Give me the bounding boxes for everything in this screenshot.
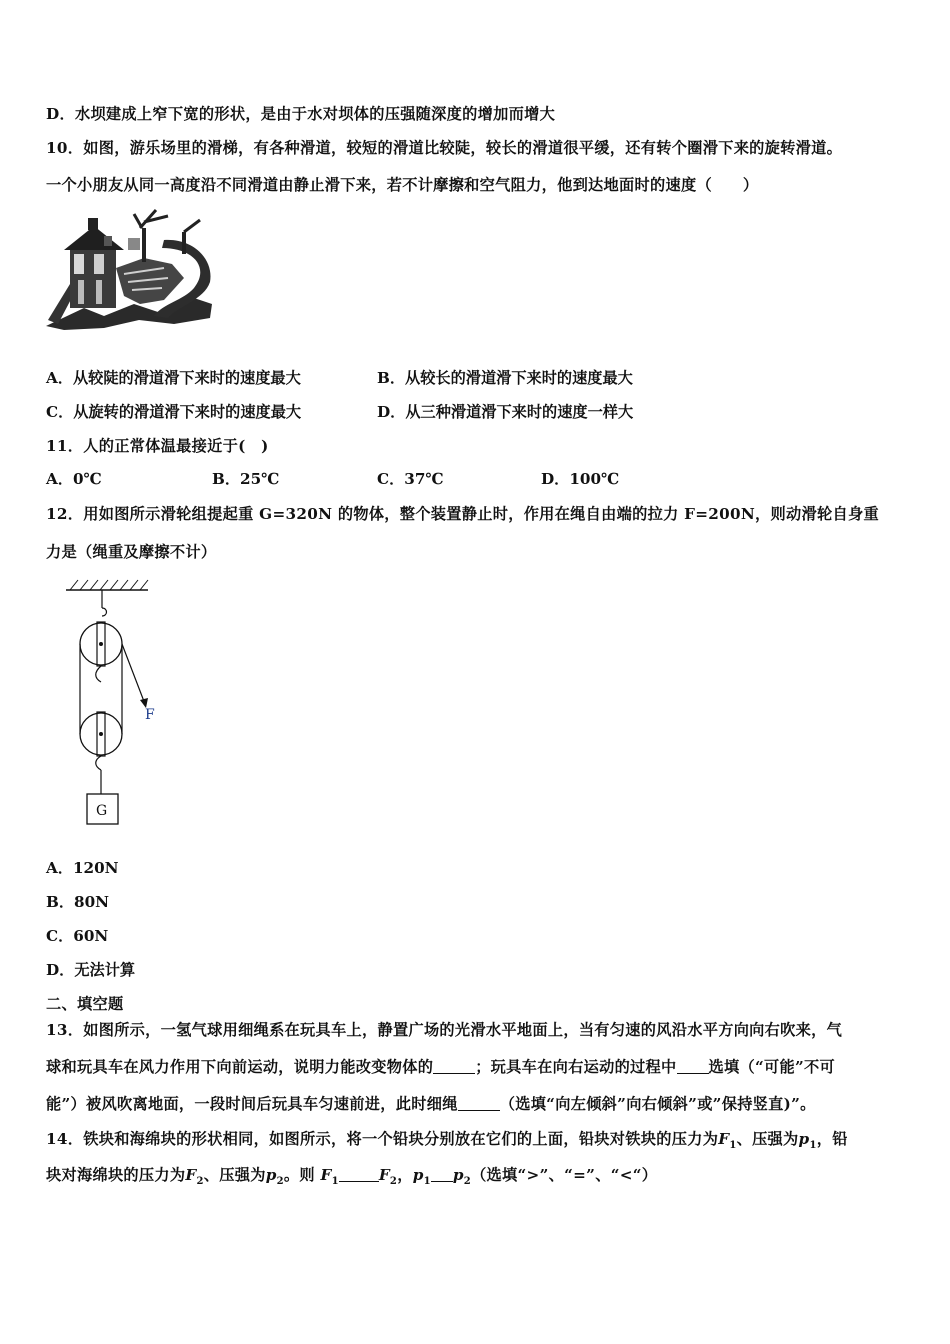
subscript-2: 2: [196, 1176, 204, 1188]
load-label-g: G: [96, 803, 108, 819]
q14-line1: [46, 1128, 848, 1151]
q14-line1-text-c: ，铅: [816, 1130, 848, 1148]
pulley-system-figure: [60, 578, 170, 828]
q14-line1-text-b: 、压强为: [736, 1130, 799, 1148]
q14-line2-text-c: 。则: [283, 1166, 315, 1184]
q10-option-c: C．从旋转的滑道滑下来时的速度最大: [46, 403, 302, 421]
q13-line2: [46, 1056, 835, 1077]
q10-stem-line1: 10．如图，游乐场里的滑梯，有各种滑道，较短的滑道比较陡，较长的滑道很平缓，还有转个圈滑下来的旋转滑道。: [46, 139, 843, 157]
q10-stem-line2: 一个小朋友从同一高度沿不同滑道由静止滑下来，若不计摩擦和空气阻力，他到达地面时的速度（ ）: [46, 176, 759, 194]
subscript-2: 2: [389, 1176, 398, 1188]
q13-blank-2[interactable]: [677, 1059, 709, 1074]
q13-line2-text-b: ；玩具车在向右运动的过程中: [475, 1058, 677, 1076]
q11-option-b: B．25℃: [212, 470, 280, 488]
q13-blank-1[interactable]: [433, 1059, 475, 1074]
q10-option-b: B．从较长的滑道滑下来时的速度最大: [377, 369, 633, 387]
q13-line1: 13．如图所示，一氢气球用细绳系在玩具车上，静置广场的光滑水平地面上，当有匀速的风沿水平方向向右吹来，气: [46, 1021, 843, 1039]
q12-option-c: C．60N: [46, 927, 109, 945]
symbol-p: p: [798, 1130, 810, 1148]
q14-line2-text-d: （选填“>”、“=”、“<“）: [471, 1166, 658, 1184]
q12-stem-line1: 12．用如图所示滑轮组提起重 G=320N 的物体，整个装置静止时，作用在绳自由端的拉力 F=200N，则动滑轮自身重: [46, 505, 879, 523]
subscript-1: 1: [423, 1176, 431, 1188]
q11-option-d: D．100℃: [541, 470, 620, 488]
subscript-1: 1: [809, 1140, 817, 1152]
section-title-fill-in: 二、填空题: [46, 995, 124, 1013]
q14-line1-text-a: 14．铁块和海绵块的形状相同，如图所示，将一个铅块分别放在它们的上面，铅块对铁块的压力为: [46, 1130, 719, 1148]
q13-line2-text-a: 球和玩具车在风力作用下向前运动，说明力能改变物体的: [46, 1058, 434, 1076]
symbol-f: F: [185, 1166, 197, 1184]
q13-line3: [46, 1093, 816, 1114]
q11-option-c: C．37℃: [377, 470, 444, 488]
symbol-p: p: [265, 1166, 277, 1184]
q14-line2-text-b: 、压强为: [203, 1166, 266, 1184]
q13-line2-text-c: 选填（“可能”不可: [708, 1058, 836, 1076]
q13-line3-text-b: （选填“向左倾斜”向右倾斜”或”保持竖直)”。: [499, 1095, 816, 1113]
q12-option-a: A．120N: [46, 859, 119, 877]
symbol-p: p: [412, 1166, 424, 1184]
q11-stem: 11．人的正常体温最接近于( ): [46, 437, 269, 455]
q10-option-d: D．从三种滑道滑下来时的速度一样大: [377, 403, 634, 421]
q12-option-d: D．无法计算: [46, 961, 136, 979]
q14-line2-text-a: 块对海绵块的压力为: [46, 1166, 186, 1184]
q12-option-b: B．80N: [46, 893, 110, 911]
subscript-1: 1: [729, 1140, 737, 1152]
q14-line2: 块对海绵块的压力为$F_2$、压强为$p_2$。则 $F_1$ $F_2$，$p_1$ $p_2$（选填“>”、“=”、“<“）: [46, 1166, 658, 1188]
q14-blank-1[interactable]: [339, 1167, 379, 1182]
symbol-f: F: [718, 1130, 730, 1148]
subscript-1: 1: [331, 1176, 339, 1188]
subscript-2: 2: [276, 1176, 284, 1188]
q13-blank-3[interactable]: [458, 1096, 500, 1111]
playground-slide-figure: [44, 208, 214, 333]
force-label-f: F: [145, 707, 155, 723]
subscript-2: 2: [463, 1176, 472, 1188]
q9-option-d: D．水坝建成上窄下宽的形状，是由于水对坝体的压强随深度的增加而增大: [46, 105, 556, 123]
symbol-p: p: [452, 1166, 464, 1184]
q11-option-a: A．0℃: [46, 470, 102, 488]
q10-option-a: A．从较陡的滑道滑下来时的速度最大: [46, 369, 301, 387]
symbol-f: F: [378, 1166, 390, 1184]
q13-line3-text-a: 能”）被风吹离地面，一段时间后玩具车匀速前进，此时细绳: [46, 1095, 458, 1113]
q14-blank-2[interactable]: [431, 1167, 453, 1182]
symbol-f: F: [320, 1166, 332, 1184]
q12-stem-line2: 力是（绳重及摩擦不计）: [46, 543, 217, 561]
